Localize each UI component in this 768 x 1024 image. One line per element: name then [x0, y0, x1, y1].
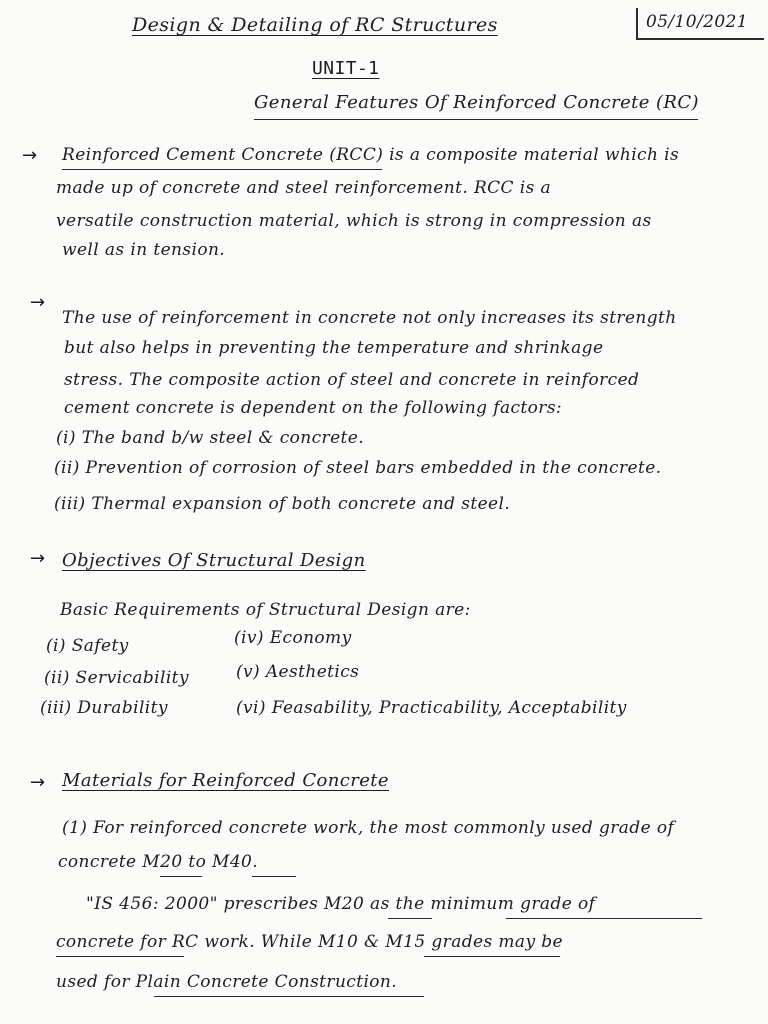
factor-item: (iii) Thermal expansion of both concrete and steel. [54, 494, 511, 514]
factor-item: (i) The band b/w steel & concrete. [56, 428, 365, 448]
page-subtitle: General Features Of Reinforced Concrete (RC) [254, 92, 699, 113]
use-line-3: stress. The composite action of steel and concrete in reinforced [64, 370, 640, 390]
objectives-heading: Objectives Of Structural Design [62, 550, 366, 571]
rcc-term-underline [62, 169, 382, 170]
requirement-item: (v) Aesthetics [236, 662, 360, 682]
bullet-arrow-icon: → [30, 292, 46, 313]
rcc-line-3: versatile construction material, which is strong in compression as [56, 211, 652, 231]
requirement-item: (i) Safety [46, 636, 129, 656]
unit-label: UNIT-1 [312, 58, 380, 79]
materials-line-3: "IS 456: 2000" prescribes M20 as the minimum grade of [86, 894, 596, 914]
materials-heading: Materials for Reinforced Concrete [62, 770, 389, 791]
rcc-line-4: well as in tension. [62, 240, 226, 260]
bullet-arrow-icon: → [30, 548, 46, 569]
requirement-item: (iii) Durability [40, 698, 168, 718]
code-underline [388, 918, 432, 919]
page-title: Design & Detailing of RC Structures [132, 14, 498, 36]
requirement-item: (ii) Servicability [44, 668, 189, 688]
requirement-item: (vi) Feasability, Practicability, Acceptability [236, 698, 627, 718]
grade-underline [252, 876, 296, 877]
minimum-grade-underline [506, 918, 702, 919]
factor-item: (ii) Prevention of corrosion of steel bars embedded in the concrete. [54, 458, 662, 478]
subtitle-underline [254, 119, 698, 120]
grades-underline [424, 956, 560, 957]
materials-line-4: concrete for RC work. While M10 & M15 grades may be [56, 932, 563, 952]
materials-line-5: used for Plain Concrete Construction. [56, 972, 398, 992]
plain-concrete-underline [154, 996, 424, 997]
requirement-item: (iv) Economy [234, 628, 352, 648]
rcc-line-2: made up of concrete and steel reinforcement. RCC is a [56, 178, 552, 198]
use-line-2: but also helps in preventing the temperature and shrinkage [64, 338, 604, 358]
materials-line-2: concrete M20 to M40. [58, 852, 259, 872]
use-line-4: cement concrete is dependent on the following factors: [64, 398, 563, 418]
grade-underline [160, 876, 202, 877]
objectives-intro: Basic Requirements of Structural Design are: [60, 600, 471, 620]
use-line-1: The use of reinforcement in concrete not only increases its strength [62, 308, 677, 328]
bullet-arrow-icon: → [30, 772, 46, 793]
materials-line-1: (1) For reinforced concrete work, the most commonly used grade of [62, 818, 675, 838]
concrete-underline [56, 956, 184, 957]
bullet-arrow-icon: → [22, 145, 38, 166]
page-date: 05/10/2021 [646, 12, 748, 32]
rcc-line-1: Reinforced Cement Concrete (RCC) is a composite material which is [62, 145, 680, 165]
